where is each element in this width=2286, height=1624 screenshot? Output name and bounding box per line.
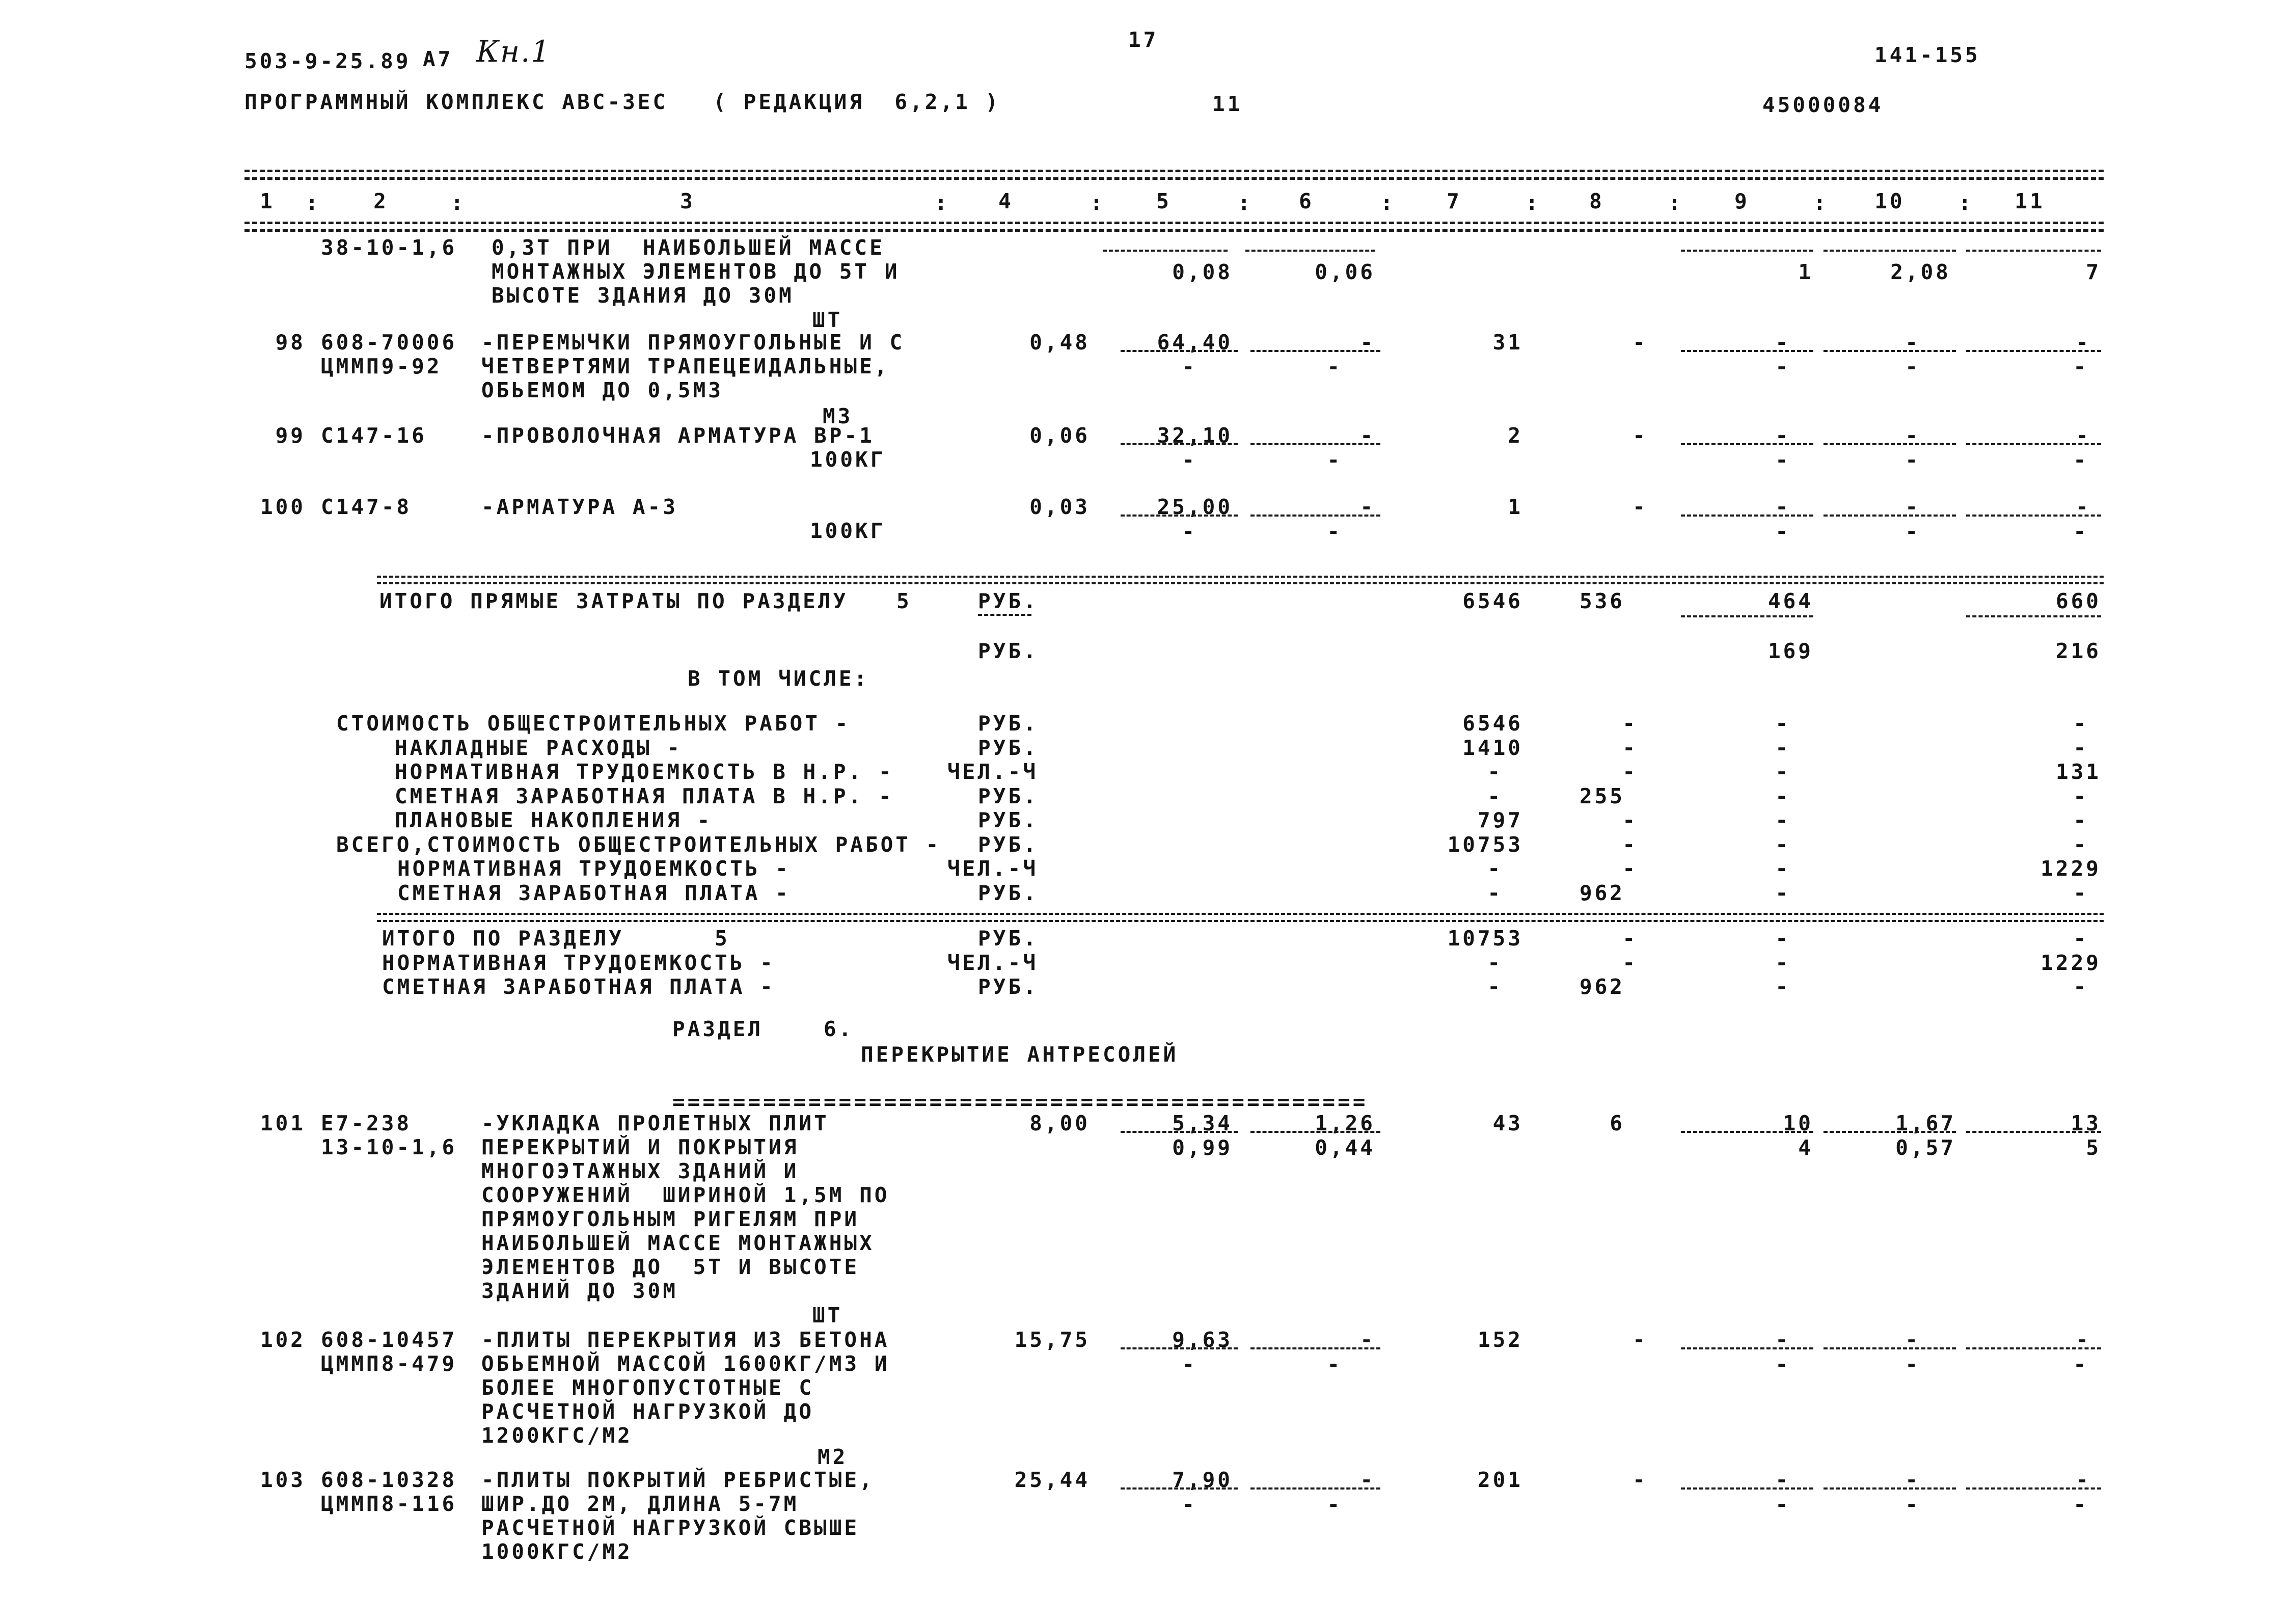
cell-rule	[1121, 1131, 1238, 1133]
column-header-4: 4	[998, 189, 1014, 213]
column-divider: :	[306, 191, 321, 215]
cell-c7: 1	[1508, 495, 1523, 519]
cell-c11b: -	[2073, 355, 2088, 379]
breakdown-label: ВСЕГО,СТОИМОСТЬ ОБЩЕСТРОИТЕЛЬНЫХ РАБОТ -	[336, 832, 941, 857]
cell-c8: -	[1632, 1468, 1648, 1492]
cell-c6b: -	[1327, 355, 1342, 379]
cell-rule	[1966, 1487, 2101, 1490]
row-description: -АРМАТУРА А-3	[481, 495, 678, 519]
cell-c9: -	[1775, 1328, 1790, 1352]
cell-rule	[1121, 1347, 1238, 1349]
cell-rule	[1681, 443, 1813, 445]
breakdown-unit: РУБ.	[978, 735, 1039, 760]
cell-c5: 5,34	[1172, 1111, 1233, 1135]
row-unit: ШТ	[812, 1303, 843, 1328]
cell-qty: 8,00	[1029, 1111, 1090, 1135]
cell-c10b: -	[1905, 1492, 1920, 1517]
cell-c5b: -	[1182, 519, 1197, 544]
breakdown-c8: -	[1622, 808, 1638, 832]
column-header-5: 5	[1156, 189, 1172, 213]
summary-c11: 1229	[2040, 950, 2101, 975]
cell-c11b: -	[2073, 1492, 2088, 1517]
row-code: 608-10457	[321, 1328, 457, 1352]
breakdown-unit: РУБ.	[978, 880, 1039, 905]
cell-c8: -	[1632, 495, 1648, 519]
page-range: 141-155	[1874, 43, 1980, 67]
table-header-rule-2	[244, 229, 2104, 232]
cell-qty: 15,75	[1014, 1328, 1090, 1352]
row-description: ПЕРЕКРЫТИЙ И ПОКРЫТИЯ	[481, 1135, 799, 1159]
cell-c11: -	[2076, 495, 2091, 519]
breakdown-label: СМЕТНАЯ ЗАРАБОТНАЯ ПЛАТА В Н.Р. -	[395, 783, 894, 808]
cell-c10: -	[1905, 1328, 1920, 1352]
column-header-11: 11	[2015, 189, 2045, 213]
row-description: МОНТАЖНЫХ ЭЛЕМЕНТОВ ДО 5Т И	[492, 259, 900, 284]
cell-qty: 0,03	[1029, 495, 1090, 519]
row-number: 101	[260, 1111, 306, 1135]
program-title: ПРОГРАММНЫЙ КОМПЛЕКС АВС-3ЕС ( РЕДАКЦИЯ 6,2,1 )	[244, 90, 1001, 114]
cell-c5b: -	[1182, 1352, 1197, 1376]
cell-rule	[1121, 515, 1238, 517]
cell-rule	[1681, 1487, 1813, 1490]
cell-c6: -	[1360, 495, 1375, 519]
column-header-8: 8	[1589, 189, 1604, 213]
cell-rule	[1681, 1131, 1813, 1133]
cell-c8: 6	[1610, 1111, 1625, 1135]
cell-c8: -	[1632, 423, 1648, 448]
row-number: 103	[260, 1468, 306, 1492]
breakdown-unit: ЧЕЛ.-Ч	[947, 760, 1039, 784]
cell-c6b: 0,44	[1315, 1135, 1375, 1160]
cell-rule	[1681, 615, 1813, 617]
summary-unit: ЧЕЛ.-Ч	[947, 950, 1039, 975]
breakdown-c7: 6546	[1462, 711, 1523, 736]
row-description: ОБЬЕМНОЙ МАССОЙ 1600КГ/М3 И	[481, 1351, 890, 1376]
row-code: С147-16	[321, 423, 427, 448]
breakdown-c11: -	[2073, 711, 2088, 736]
cell-c6: -	[1360, 1328, 1375, 1352]
breakdown-label: СМЕТНАЯ ЗАРАБОТНАЯ ПЛАТА -	[397, 880, 791, 905]
cell-c5b: -	[1182, 448, 1197, 472]
cell-rule	[1966, 515, 2101, 517]
cell-c10b: -	[1905, 519, 1920, 544]
row-description: БОЛЕЕ МНОГОПУСТОТНЫЕ С	[481, 1375, 814, 1400]
cell-c11b: 5	[2086, 1135, 2101, 1160]
summary-c9: -	[1775, 975, 1790, 999]
row-code: ЦММП9-92	[321, 354, 442, 378]
summary-rule	[377, 913, 2104, 915]
cell-rule	[1966, 615, 2101, 617]
row-description: ЗДАНИЙ ДО 30М	[481, 1279, 678, 1303]
cell-c5: 9,63	[1172, 1328, 1233, 1352]
cell-c10: -	[1905, 330, 1920, 355]
column-header-6: 6	[1299, 189, 1314, 213]
summary-c9: -	[1775, 950, 1790, 975]
section-total-unit: РУБ.	[978, 589, 1039, 613]
breakdown-c8: 962	[1579, 880, 1625, 905]
cell-c9: 10	[1783, 1111, 1813, 1135]
cell-c6: -	[1360, 330, 1375, 355]
section-6-separator: ==============================================	[672, 1090, 1368, 1114]
cell-c7: 31	[1492, 330, 1523, 355]
row-description: -ПЕРЕМЫЧКИ ПРЯМОУГОЛЬНЫЕ И С	[481, 330, 905, 355]
column-header-3: 3	[680, 189, 695, 213]
breakdown-c11: 131	[2055, 760, 2101, 784]
cell-c5: 64,40	[1157, 330, 1233, 355]
cell-c10b: 0,57	[1895, 1135, 1956, 1160]
row-number: 98	[275, 330, 306, 355]
column-divider: :	[1090, 191, 1105, 215]
cell-c11: -	[2076, 423, 2091, 448]
breakdown-c8: -	[1622, 760, 1638, 784]
cell-rule	[1824, 1347, 1956, 1349]
cell-rule	[1966, 1131, 2101, 1133]
cell-rule	[1250, 1487, 1380, 1490]
section-total-no: 5	[896, 589, 912, 613]
section-6-title: ПЕРЕКРЫТИЕ АНТРЕСОЛЕЙ	[861, 1042, 1179, 1067]
summary-c7: 10753	[1447, 926, 1523, 951]
summary-c8: -	[1622, 926, 1638, 951]
breakdown-c7: -	[1487, 856, 1503, 881]
row-code: 13-10-1,6	[321, 1135, 457, 1159]
column-header-1: 1	[260, 189, 275, 213]
cell-rule	[1966, 350, 2101, 352]
breakdown-unit: ЧЕЛ.-Ч	[947, 856, 1039, 881]
cell-rule	[1966, 443, 2101, 445]
cell-rule	[1245, 250, 1375, 252]
cell-c9b: -	[1775, 519, 1790, 544]
column-divider: :	[1526, 191, 1541, 215]
row-description: -ПЛИТЫ ПЕРЕКРЫТИЯ ИЗ БЕТОНА	[481, 1328, 890, 1352]
cell-c11: 13	[2071, 1111, 2101, 1135]
cell-c9b: -	[1775, 1352, 1790, 1376]
cell-c10: -	[1905, 423, 1920, 448]
section-6-label: РАЗДЕЛ 6.	[672, 1017, 854, 1041]
cell-rule	[1681, 1347, 1813, 1349]
column-header-7: 7	[1447, 189, 1462, 213]
row-description: ВЫСОТЕ ЗДАНИЯ ДО 30М	[492, 283, 794, 308]
cell-rule	[1824, 1487, 1956, 1490]
album-code: А7	[423, 47, 453, 71]
row-description: 1200КГС/М2	[481, 1423, 633, 1448]
cell-c9: -	[1775, 330, 1790, 355]
summary-c7: -	[1487, 950, 1503, 975]
row-description: ОБЬЕМОМ ДО 0,5М3	[481, 378, 723, 402]
cell-c5: 7,90	[1172, 1468, 1233, 1492]
section-total-c11b: 216	[2055, 639, 2101, 663]
breakdown-c9: -	[1775, 808, 1790, 832]
doc-number: 45000084	[1762, 93, 1884, 117]
row-description: ПРЯМОУГОЛЬНЫМ РИГЕЛЯМ ПРИ	[481, 1207, 860, 1231]
cell-rule	[1681, 350, 1813, 352]
cell-c6: 1,26	[1315, 1111, 1375, 1135]
cell-qty: 0,48	[1029, 330, 1090, 355]
row-description: ШИР.ДО 2М, ДЛИНА 5-7М	[481, 1492, 799, 1516]
cell-rule	[1966, 250, 2101, 252]
cell-c6b: -	[1327, 448, 1342, 472]
cell-rule	[1681, 250, 1813, 252]
cell-c10b: -	[1905, 355, 1920, 379]
summary-c11: -	[2073, 975, 2088, 999]
cell-c11b: -	[2073, 1352, 2088, 1376]
row-code: 608-70006	[321, 330, 457, 355]
cell-c7: 152	[1477, 1328, 1523, 1352]
cell-qty: 0,06	[1029, 423, 1090, 448]
row-number: 99	[275, 423, 306, 448]
breakdown-c11: -	[2073, 832, 2088, 857]
cell-c5b: 0,08	[1172, 260, 1233, 284]
cell-c8: -	[1632, 330, 1648, 355]
summary-c8: -	[1622, 950, 1638, 975]
section-total-c8: 536	[1579, 589, 1625, 613]
row-description: РАСЧЕТНОЙ НАГРУЗКОЙ СВЫШЕ	[481, 1515, 860, 1540]
column-divider: :	[451, 191, 466, 215]
sheet-number: 11	[1212, 92, 1243, 116]
row-description: 1000КГС/М2	[481, 1539, 633, 1564]
breakdown-c8: -	[1622, 832, 1638, 857]
cell-rule	[1121, 350, 1238, 352]
breakdown-c7: -	[1487, 783, 1503, 808]
cell-rule	[1121, 1487, 1238, 1490]
cell-rule	[1681, 515, 1813, 517]
cell-c9: -	[1775, 495, 1790, 519]
breakdown-label: НАКЛАДНЫЕ РАСХОДЫ -	[395, 735, 682, 760]
row-unit: 100КГ	[810, 447, 886, 472]
row-description: -ПРОВОЛОЧНАЯ АРМАТУРА ВР-1	[481, 423, 875, 448]
breakdown-c8: -	[1622, 711, 1638, 736]
summary-c11: -	[2073, 926, 2088, 951]
breakdown-c8: -	[1622, 735, 1638, 760]
summary-label: НОРМАТИВНАЯ ТРУДОЕМКОСТЬ -	[382, 950, 775, 975]
row-description: -ПЛИТЫ ПОКРЫТИЙ РЕБРИСТЫЕ,	[481, 1468, 875, 1492]
row-description: МНОГОЭТАЖНЫХ ЗДАНИЙ И	[481, 1159, 799, 1183]
cell-c6b: -	[1327, 519, 1342, 544]
breakdown-c11: 1229	[2040, 856, 2101, 881]
cell-c10b: -	[1905, 448, 1920, 472]
cell-c11: -	[2076, 1468, 2091, 1492]
summary-unit: РУБ.	[978, 926, 1039, 951]
cell-c6: -	[1360, 1468, 1375, 1492]
cell-c10b: -	[1905, 1352, 1920, 1376]
column-header-10: 10	[1874, 189, 1905, 213]
table-top-rule-2	[244, 177, 2104, 180]
summary-label: ИТОГО ПО РАЗДЕЛУ 5	[382, 926, 730, 951]
row-description: РАСЧЕТНОЙ НАГРУЗКОЙ ДО	[481, 1399, 814, 1424]
summary-unit: РУБ.	[978, 975, 1039, 999]
cell-rule	[1103, 250, 1228, 252]
row-unit: 100КГ	[810, 519, 886, 543]
row-description: НАИБОЛЬШЕЙ МАССЕ МОНТАЖНЫХ	[481, 1231, 875, 1255]
breakdown-c7: 797	[1477, 808, 1523, 832]
breakdown-c8: 255	[1579, 783, 1625, 808]
breakdown-c9: -	[1775, 711, 1790, 736]
cell-rule	[1824, 1131, 1956, 1133]
breakdown-unit: РУБ.	[978, 711, 1039, 736]
summary-c7: -	[1487, 975, 1503, 999]
cell-c9b: -	[1775, 1492, 1790, 1517]
breakdown-c11: -	[2073, 783, 2088, 808]
column-divider: :	[1380, 191, 1396, 215]
column-header-2: 2	[373, 189, 389, 213]
breakdown-c7: 1410	[1462, 735, 1523, 760]
section-rule	[377, 576, 2104, 578]
breakdown-c11: -	[2073, 735, 2088, 760]
cell-c9b: -	[1775, 448, 1790, 472]
column-divider: :	[935, 191, 950, 215]
cell-rule	[1250, 443, 1380, 445]
column-divider: :	[1958, 191, 1974, 215]
row-number: 102	[260, 1328, 306, 1352]
cell-qty: 25,44	[1014, 1468, 1090, 1492]
breakdown-c7: 10753	[1447, 832, 1523, 857]
row-description: 0,3Т ПРИ НАИБОЛЬШЕЙ МАССЕ	[492, 235, 885, 260]
section-total-c9b: 169	[1767, 639, 1813, 663]
breakdown-c11: -	[2073, 808, 2088, 832]
unit-rule	[978, 614, 1031, 616]
section-rule-2	[377, 582, 2104, 584]
page-number: 17	[1128, 28, 1159, 52]
cell-rule	[1250, 350, 1380, 352]
project-code: 503-9-25.89	[244, 49, 411, 73]
column-divider: :	[1813, 191, 1829, 215]
row-code: 608-10328	[321, 1468, 457, 1492]
breakdown-c9: -	[1775, 880, 1790, 905]
breakdown-c9: -	[1775, 760, 1790, 784]
cell-c6b: -	[1327, 1492, 1342, 1517]
breakdown-c7: -	[1487, 880, 1503, 905]
cell-rule	[1966, 1347, 2101, 1349]
column-header-9: 9	[1734, 189, 1750, 213]
summary-label: СМЕТНАЯ ЗАРАБОТНАЯ ПЛАТА -	[382, 975, 775, 999]
cell-c5: 25,00	[1157, 495, 1233, 519]
table-top-rule	[244, 170, 2104, 172]
section-total-label: ИТОГО ПРЯМЫЕ ЗАТРАТЫ ПО РАЗДЕЛУ	[379, 589, 849, 613]
breakdown-c9: -	[1775, 856, 1790, 881]
breakdown-unit: РУБ.	[978, 783, 1039, 808]
row-code: ЦММП8-479	[321, 1351, 457, 1376]
cell-c9b: 4	[1798, 1135, 1813, 1160]
cell-c6b: 0,06	[1315, 260, 1375, 284]
column-divider: :	[1238, 191, 1253, 215]
breakdown-unit: РУБ.	[978, 832, 1039, 857]
cell-rule	[1250, 1131, 1380, 1133]
row-description: ЭЛЕМЕНТОВ ДО 5Т И ВЫСОТЕ	[481, 1255, 860, 1279]
cell-c9: -	[1775, 1468, 1790, 1492]
section-total-c7: 6546	[1462, 589, 1523, 613]
row-unit: М3	[823, 404, 853, 428]
cell-c6b: -	[1327, 1352, 1342, 1376]
breakdown-label: НОРМАТИВНАЯ ТРУДОЕМКОСТЬ В Н.Р. -	[395, 760, 894, 784]
row-code: С147-8	[321, 495, 412, 519]
breakdown-c9: -	[1775, 832, 1790, 857]
breakdown-c7: -	[1487, 760, 1503, 784]
cell-c9b: -	[1775, 355, 1790, 379]
cell-c5b: -	[1182, 1492, 1197, 1517]
breakdown-label: НОРМАТИВНАЯ ТРУДОЕМКОСТЬ -	[397, 856, 791, 881]
cell-rule	[1824, 443, 1956, 445]
breakdown-c9: -	[1775, 783, 1790, 808]
cell-c5b: -	[1182, 355, 1197, 379]
breakdown-c9: -	[1775, 735, 1790, 760]
cell-c9b: 1	[1798, 260, 1813, 284]
row-unit: ШТ	[812, 308, 843, 332]
cell-c7: 201	[1477, 1468, 1523, 1492]
including-label: В ТОМ ЧИСЛЕ:	[688, 666, 869, 691]
breakdown-unit: РУБ.	[978, 808, 1039, 832]
row-code: ЦММП8-116	[321, 1492, 457, 1516]
cell-c11: -	[2076, 1328, 2091, 1352]
cell-rule	[1824, 350, 1956, 352]
cell-rule	[1824, 515, 1956, 517]
row-unit: М2	[818, 1445, 848, 1469]
cell-c10: -	[1905, 495, 1920, 519]
cell-c11: -	[2076, 330, 2091, 355]
row-description: -УКЛАДКА ПРОЛЕТНЫХ ПЛИТ	[481, 1111, 829, 1135]
cell-c5b: 0,99	[1172, 1135, 1233, 1160]
cell-c11b: -	[2073, 519, 2088, 544]
cell-rule	[1121, 443, 1238, 445]
cell-c7: 43	[1492, 1111, 1523, 1135]
row-code: 38-10-1,6	[321, 235, 457, 260]
row-description: СООРУЖЕНИЙ ШИРИНОЙ 1,5М ПО	[481, 1183, 890, 1207]
cell-rule	[1250, 515, 1380, 517]
cell-c7: 2	[1508, 423, 1523, 448]
section-total-unit2: РУБ.	[978, 639, 1039, 663]
summary-rule-2	[377, 920, 2104, 922]
section-total-c9: 464	[1767, 589, 1813, 613]
summary-c9: -	[1775, 926, 1790, 951]
section-total-c11: 660	[2055, 589, 2101, 613]
cell-c11b: -	[2073, 448, 2088, 472]
table-header-rule	[244, 222, 2104, 224]
cell-c10: -	[1905, 1468, 1920, 1492]
summary-c8: 962	[1579, 975, 1625, 999]
row-description: ЧЕТВЕРТЯМИ ТРАПЕЦЕИДАЛЬНЫЕ,	[481, 354, 890, 378]
cell-c11b: 7	[2086, 260, 2101, 284]
cell-c10: 1,67	[1895, 1111, 1956, 1135]
cell-c10b: 2,08	[1890, 260, 1951, 284]
cell-rule	[1824, 250, 1956, 252]
cell-rule	[1250, 1347, 1380, 1349]
breakdown-label: СТОИМОСТЬ ОБЩЕСТРОИТЕЛЬНЫХ РАБОТ -	[336, 711, 851, 736]
cell-c8: -	[1632, 1328, 1648, 1352]
breakdown-c8: -	[1622, 856, 1638, 881]
row-code: Е7-238	[321, 1111, 412, 1135]
cell-c5: 32,10	[1157, 423, 1233, 448]
breakdown-label: ПЛАНОВЫЕ НАКОПЛЕНИЯ -	[395, 808, 713, 832]
book-handwritten: Кн.1	[476, 34, 551, 69]
breakdown-c11: -	[2073, 880, 2088, 905]
row-number: 100	[260, 495, 306, 519]
cell-c6: -	[1360, 423, 1375, 448]
column-divider: :	[1668, 191, 1683, 215]
cell-c9: -	[1775, 423, 1790, 448]
